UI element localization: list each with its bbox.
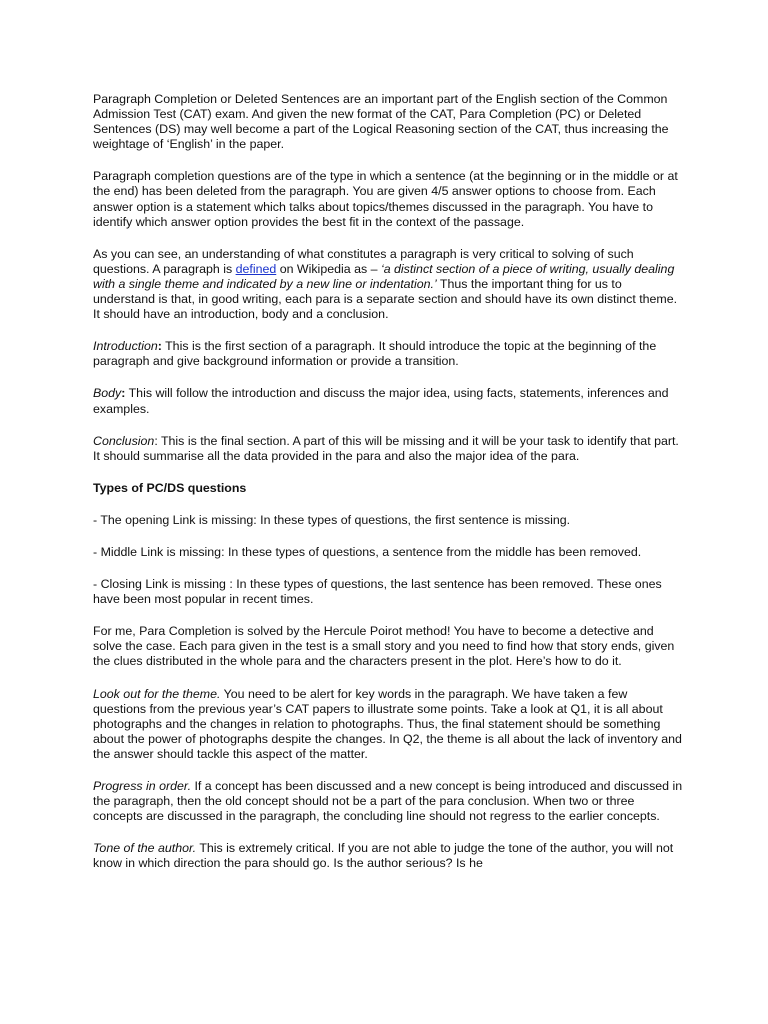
conclusion-text: : This is the final section. A part of this will be missing and it will be your task to identify that part. It should summarise all the data provided in the para and also the major idea of the para. <box>93 433 679 463</box>
definition-paragraph <box>93 247 683 322</box>
body-term: Body <box>93 386 122 401</box>
method-paragraph: For me, Para Completion is solved by the Hercule Poirot method! You have to become a detective and solve the case. Each para given in the test is a small story and you need to find how that story ends, given the clues distributed in the whole para and the characters present in the plot. Here’s how to do it. <box>93 624 675 669</box>
body-text: This will follow the introduction and discuss the major idea, using facts, statements, inferences and examples. <box>93 386 669 416</box>
body-paragraph <box>93 386 683 416</box>
tip-tone-paragraph <box>93 841 683 871</box>
type-opening-link: - The opening Link is missing: In these types of questions, the first sentence is missing. <box>93 512 571 527</box>
conclusion-paragraph <box>93 434 683 464</box>
definition-text-before-link: As you can see, an understanding of what constitutes a paragraph is very critical to solving of such questions. A paragraph is <box>93 246 634 276</box>
tip-theme-paragraph <box>93 687 683 762</box>
type-middle-link: - Middle Link is missing: In these types of questions, a sentence from the middle has been removed. <box>93 544 642 559</box>
introduction-text: This is the first section of a paragraph. It should introduce the topic at the beginning of the paragraph and give background information or provide a transition. <box>93 339 657 369</box>
tip-progress-term: Progress in order. <box>93 779 192 793</box>
tip-progress-text: If a concept has been discussed and a new concept is being introduced and discussed in the paragraph, then the old concept should not be a part of the para conclusion. When two or three concepts are discussed in the paragraph, the concluding line should not regress to the earlier concepts. <box>93 779 683 824</box>
pc-description-paragraph: Paragraph completion questions are of the type in which a sentence (at the beginning or in the middle or at the end) has been deleted from the paragraph. You are given 4/5 answer options to choose from. Each answer option is a statement which talks about topics/themes discussed in the paragraph. You have to identify which answer option provides the best fit in the context of the passage. <box>93 169 678 229</box>
wikipedia-quote: ‘a distinct section of a piece of writing, usually dealing with a single theme and indicated by a new line or indentation.’ <box>93 261 675 291</box>
defined-link[interactable]: defined <box>235 261 277 276</box>
conclusion-term: Conclusion <box>93 433 155 448</box>
types-heading: Types of PC/DS questions <box>93 480 247 495</box>
document-page <box>93 92 683 888</box>
tip-theme-text: You need to be alert for key words in the paragraph. We have taken a few questions from the previous year’s CAT papers to illustrate some points. Take a look at Q1, it is all about photographs and the changes in relation to photographs. Thus, the final statement should be something about the power of photographs despite the changes. In Q2, the theme is all about the lack of inventory and the answer should tackle this aspect of the matter. <box>93 686 682 761</box>
introduction-paragraph <box>93 339 683 369</box>
tip-progress-paragraph <box>93 779 683 824</box>
type-closing-link: - Closing Link is missing : In these types of questions, the last sentence has been removed. These ones have been most popular in recent times. <box>93 577 662 607</box>
intro-paragraph: Paragraph Completion or Deleted Sentences are an important part of the English section of the Common Admission Test (CAT) exam. And given the new format of the CAT, Para Completion (PC) or Deleted Sentences (DS) may well become a part of the Logical Reasoning section of the CAT, thus increasing the weightage of ‘English’ in the paper. <box>93 92 669 152</box>
tip-theme-term: Look out for the theme. <box>93 686 221 701</box>
introduction-colon: : <box>157 339 162 354</box>
definition-text-after-quote: Thus the important thing for us to understand is that, in good writing, each para is a separate section and should have its own distinct theme. It should have an introduction, body and a conclusion. <box>93 276 678 322</box>
definition-text-after-link: on Wikipedia as – <box>276 261 381 276</box>
introduction-term: Introduction <box>93 339 158 354</box>
body-colon: : <box>121 386 126 401</box>
tip-tone-text: This is extremely critical. If you are not able to judge the tone of the author, you will not know in which direction the para should go. Is the author serious? Is he <box>93 841 674 871</box>
tip-tone-term: Tone of the author. <box>93 841 197 856</box>
